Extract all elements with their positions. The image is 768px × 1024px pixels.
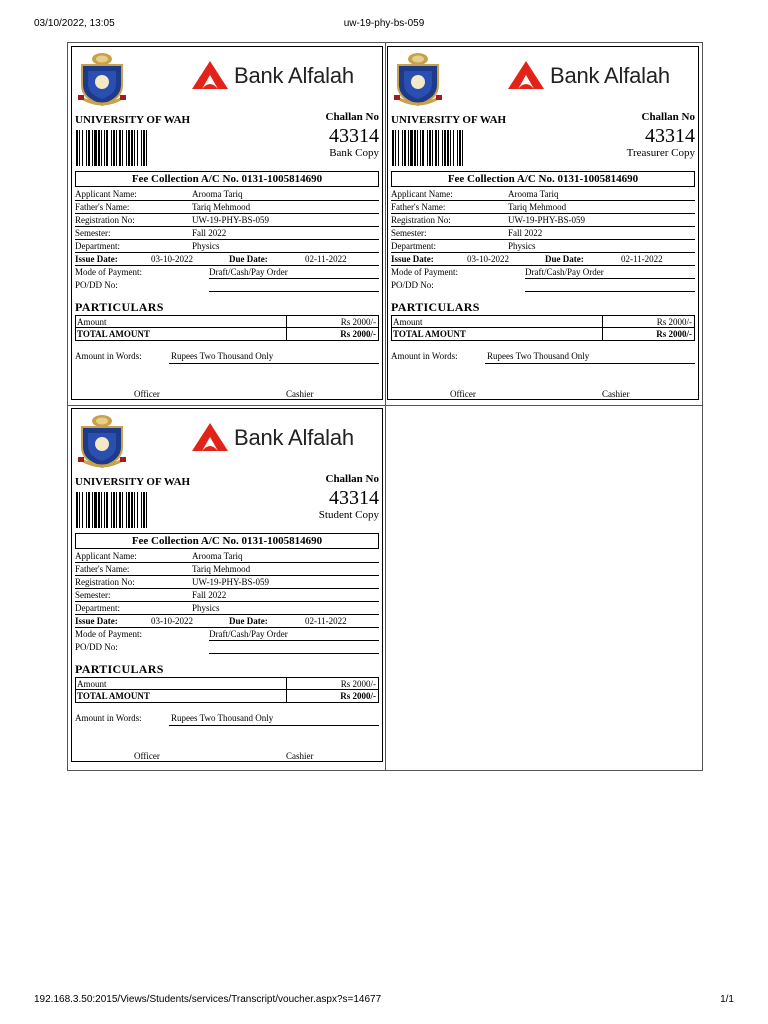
copy-label: Treasurer Copy (626, 147, 695, 159)
barcode-bar (453, 130, 454, 166)
barcode-bar (98, 492, 100, 528)
total-value: Rs 2000/- (656, 329, 692, 339)
particulars-heading: PARTICULARS (75, 300, 164, 314)
total-label: TOTAL AMOUNT (77, 691, 150, 701)
applicant-label: Applicant Name: (391, 189, 453, 199)
barcode-bar (410, 130, 413, 166)
payment-mode-row (75, 628, 379, 641)
payment-mode-value: Draft/Cash/Pay Order (209, 267, 288, 277)
applicant-label: Applicant Name: (75, 189, 137, 199)
department-value: Physics (508, 241, 536, 251)
issue-date-value: 03-10-2022 (467, 254, 509, 264)
podd-label: PO/DD No: (391, 280, 434, 290)
registration-value: UW-19-PHY-BS-059 (192, 577, 270, 587)
barcode-bar (101, 492, 102, 528)
barcode-bar (79, 130, 80, 166)
barcode-bar (98, 130, 100, 166)
barcode-bar (422, 130, 424, 166)
barcode-bar (131, 130, 133, 166)
applicant-row (75, 188, 379, 201)
voucher-sheet (67, 42, 703, 771)
amount-row (392, 316, 694, 328)
barcode-bar (111, 130, 112, 166)
due-date-value: 02-11-2022 (305, 616, 347, 626)
department-label: Department: (75, 603, 120, 613)
barcode-bar (122, 492, 123, 528)
registration-label: Registration No: (75, 577, 135, 587)
payment-mode-value: Draft/Cash/Pay Order (525, 267, 604, 277)
fee-collection-account: Fee Collection A/C No. 0131-1005814690 (75, 171, 379, 187)
amount-in-words-underline (485, 363, 695, 364)
payment-mode-row (391, 266, 695, 279)
university-logo-icon (76, 51, 128, 107)
print-datetime: 03/10/2022, 13:05 (34, 18, 115, 29)
barcode-bar (126, 130, 127, 166)
podd-row (75, 279, 379, 292)
semester-row (75, 589, 379, 602)
barcode-bar (146, 130, 147, 166)
barcode-icon (76, 130, 180, 166)
amount-in-words-underline (169, 725, 379, 726)
barcode-bar (432, 130, 433, 166)
barcode-bar (438, 130, 439, 166)
applicant-value: Arooma Tariq (192, 189, 243, 199)
amount-in-words (391, 351, 695, 365)
registration-row (75, 576, 379, 589)
university-name: UNIVERSITY OF WAH (391, 114, 507, 126)
barcode-bar (101, 130, 102, 166)
applicant-label: Applicant Name: (75, 551, 137, 561)
bank-name: Bank Alfalah (550, 63, 670, 88)
total-row (76, 690, 378, 702)
barcode-bar (88, 130, 90, 166)
barcode-bar (76, 492, 78, 528)
print-doc-title: uw-19-phy-bs-059 (343, 18, 425, 29)
barcode-bar (86, 492, 87, 528)
barcode-bar (398, 130, 399, 166)
barcode-bar (435, 130, 437, 166)
total-value: Rs 2000/- (340, 329, 376, 339)
department-label: Department: (391, 241, 436, 251)
due-date-label: Due Date: (545, 254, 584, 264)
issue-date-value: 03-10-2022 (151, 254, 193, 264)
officer-signature: Officer (134, 389, 160, 399)
barcode-bar (76, 130, 78, 166)
university-logo-icon (76, 413, 128, 469)
barcode-bar (116, 492, 117, 528)
father-row (391, 201, 695, 214)
amount-row (76, 678, 378, 690)
cashier-signature: Cashier (286, 389, 314, 399)
barcode-bar (137, 130, 138, 166)
due-date-value: 02-11-2022 (621, 254, 663, 264)
amount-in-words-value: Rupees Two Thousand Only (487, 351, 590, 361)
university-logo-icon (392, 51, 444, 107)
amount-in-words-label: Amount in Words: (75, 351, 142, 361)
particulars-heading: PARTICULARS (391, 300, 480, 314)
voucher-bank-copy (71, 46, 383, 400)
total-row (76, 328, 378, 340)
amount-in-words-value: Rupees Two Thousand Only (171, 713, 274, 723)
dates-row (391, 253, 695, 266)
issue-date-value: 03-10-2022 (151, 616, 193, 626)
semester-label: Semester: (75, 590, 111, 600)
bank-name: Bank Alfalah (234, 63, 354, 88)
barcode-bar (128, 130, 130, 166)
payment-mode-value: Draft/Cash/Pay Order (209, 629, 288, 639)
father-row (75, 563, 379, 576)
challan-number: 43314 (329, 487, 379, 509)
father-label: Father's Name: (75, 564, 130, 574)
department-row (75, 240, 379, 253)
due-date-value: 02-11-2022 (305, 254, 347, 264)
barcode-bar (442, 130, 443, 166)
challan-number: 43314 (645, 125, 695, 147)
applicant-value: Arooma Tariq (192, 551, 243, 561)
podd-underline (525, 291, 695, 292)
challan-label: Challan No (325, 473, 379, 485)
amount-value: Rs 2000/- (340, 679, 376, 689)
particulars-column-divider (286, 678, 287, 702)
registration-label: Registration No: (391, 215, 451, 225)
barcode-bar (457, 130, 458, 166)
barcode-icon (76, 492, 180, 528)
barcode-bar (116, 130, 117, 166)
department-row (391, 240, 695, 253)
barcode-bar (119, 130, 121, 166)
barcode-bar (92, 492, 93, 528)
bank-logo (190, 415, 380, 459)
barcode-bar (82, 492, 83, 528)
barcode-bar (444, 130, 446, 166)
print-footer (0, 994, 768, 1008)
barcode-bar (143, 130, 145, 166)
barcode-bar (141, 130, 142, 166)
barcode-bar (122, 130, 123, 166)
challan-label: Challan No (325, 111, 379, 123)
particulars-table (75, 677, 379, 703)
barcode-bar (404, 130, 406, 166)
total-row (392, 328, 694, 340)
total-label: TOTAL AMOUNT (393, 329, 466, 339)
podd-label: PO/DD No: (75, 642, 118, 652)
semester-value: Fall 2022 (192, 590, 227, 600)
amount-in-words-label: Amount in Words: (391, 351, 458, 361)
cashier-signature: Cashier (286, 751, 314, 761)
father-value: Tariq Mehmood (192, 564, 251, 574)
amount-value: Rs 2000/- (656, 317, 692, 327)
semester-label: Semester: (391, 228, 427, 238)
podd-row (391, 279, 695, 292)
copy-label: Bank Copy (329, 147, 379, 159)
challan-label: Challan No (641, 111, 695, 123)
barcode-bar (429, 130, 431, 166)
barcode-bar (86, 130, 87, 166)
podd-underline (209, 291, 379, 292)
amount-label: Amount (77, 317, 107, 327)
barcode-bar (94, 492, 97, 528)
barcode-bar (143, 492, 145, 528)
due-date-label: Due Date: (229, 254, 268, 264)
barcode-bar (82, 130, 83, 166)
barcode-bar (146, 492, 147, 528)
fee-collection-account: Fee Collection A/C No. 0131-1005814690 (75, 533, 379, 549)
payment-mode-label: Mode of Payment: (391, 267, 458, 277)
university-name: UNIVERSITY OF WAH (75, 114, 191, 126)
payment-mode-row (75, 266, 379, 279)
barcode-bar (462, 130, 463, 166)
dates-row (75, 615, 379, 628)
semester-value: Fall 2022 (192, 228, 227, 238)
officer-signature: Officer (450, 389, 476, 399)
barcode-bar (141, 492, 142, 528)
amount-row (76, 316, 378, 328)
copy-label: Student Copy (318, 509, 379, 521)
department-row (75, 602, 379, 615)
registration-value: UW-19-PHY-BS-059 (192, 215, 270, 225)
barcode-bar (137, 492, 138, 528)
amount-label: Amount (393, 317, 423, 327)
semester-row (75, 227, 379, 240)
department-value: Physics (192, 241, 220, 251)
amount-label: Amount (77, 679, 107, 689)
semester-value: Fall 2022 (508, 228, 543, 238)
issue-date-label: Issue Date: (75, 616, 118, 626)
total-label: TOTAL AMOUNT (77, 329, 150, 339)
sheet-divider-horizontal (68, 405, 702, 406)
barcode-bar (94, 130, 97, 166)
challan-number: 43314 (329, 125, 379, 147)
cashier-signature: Cashier (602, 389, 630, 399)
barcode-bar (128, 492, 130, 528)
barcode-bar (459, 130, 461, 166)
father-value: Tariq Mehmood (192, 202, 251, 212)
barcode-bar (134, 130, 135, 166)
barcode-bar (447, 130, 449, 166)
barcode-bar (106, 492, 108, 528)
bank-logo (506, 53, 696, 97)
barcode-bar (111, 492, 112, 528)
print-url: 192.168.3.50:2015/Views/Students/services/Transcript/voucher.aspx?s=14677 (34, 994, 382, 1005)
total-value: Rs 2000/- (340, 691, 376, 701)
father-value: Tariq Mehmood (508, 202, 567, 212)
semester-row (391, 227, 695, 240)
barcode-bar (126, 492, 127, 528)
issue-date-label: Issue Date: (75, 254, 118, 264)
amount-in-words-underline (169, 363, 379, 364)
voucher-treasurer-copy (387, 46, 699, 400)
barcode-bar (119, 492, 121, 528)
university-name: UNIVERSITY OF WAH (75, 476, 191, 488)
applicant-row (391, 188, 695, 201)
barcode-bar (113, 492, 115, 528)
amount-in-words-label: Amount in Words: (75, 713, 142, 723)
barcode-bar (414, 130, 416, 166)
officer-signature: Officer (134, 751, 160, 761)
particulars-column-divider (286, 316, 287, 340)
registration-row (391, 214, 695, 227)
particulars-heading: PARTICULARS (75, 662, 164, 676)
department-value: Physics (192, 603, 220, 613)
barcode-bar (79, 492, 80, 528)
barcode-bar (134, 492, 135, 528)
registration-label: Registration No: (75, 215, 135, 225)
payment-mode-label: Mode of Payment: (75, 267, 142, 277)
barcode-bar (450, 130, 451, 166)
particulars-table (75, 315, 379, 341)
registration-row (75, 214, 379, 227)
bank-logo (190, 53, 380, 97)
amount-in-words (75, 713, 379, 727)
bank-name: Bank Alfalah (234, 425, 354, 450)
barcode-bar (420, 130, 421, 166)
bank-logo-icon (190, 59, 230, 91)
bank-logo-icon (190, 421, 230, 453)
barcode-bar (427, 130, 428, 166)
barcode-bar (92, 130, 93, 166)
fee-collection-account: Fee Collection A/C No. 0131-1005814690 (391, 171, 695, 187)
barcode-bar (113, 130, 115, 166)
payment-mode-label: Mode of Payment: (75, 629, 142, 639)
amount-in-words-value: Rupees Two Thousand Only (171, 351, 274, 361)
particulars-column-divider (602, 316, 603, 340)
print-page-number: 1/1 (720, 994, 734, 1005)
father-label: Father's Name: (75, 202, 130, 212)
print-header (0, 18, 768, 32)
barcode-bar (417, 130, 418, 166)
father-label: Father's Name: (391, 202, 446, 212)
bank-logo-icon (506, 59, 546, 91)
semester-label: Semester: (75, 228, 111, 238)
barcode-bar (402, 130, 403, 166)
barcode-bar (104, 492, 105, 528)
sheet-divider-vertical (385, 43, 386, 770)
amount-value: Rs 2000/- (340, 317, 376, 327)
barcode-bar (408, 130, 409, 166)
barcode-bar (395, 130, 396, 166)
particulars-table (391, 315, 695, 341)
issue-date-label: Issue Date: (391, 254, 434, 264)
podd-row (75, 641, 379, 654)
voucher-student-copy (71, 408, 383, 762)
dates-row (75, 253, 379, 266)
barcode-bar (392, 130, 394, 166)
due-date-label: Due Date: (229, 616, 268, 626)
barcode-bar (131, 492, 133, 528)
barcode-bar (106, 130, 108, 166)
barcode-icon (392, 130, 496, 166)
registration-value: UW-19-PHY-BS-059 (508, 215, 586, 225)
applicant-value: Arooma Tariq (508, 189, 559, 199)
podd-label: PO/DD No: (75, 280, 118, 290)
barcode-bar (104, 130, 105, 166)
department-label: Department: (75, 241, 120, 251)
barcode-bar (88, 492, 90, 528)
podd-underline (209, 653, 379, 654)
applicant-row (75, 550, 379, 563)
amount-in-words (75, 351, 379, 365)
father-row (75, 201, 379, 214)
